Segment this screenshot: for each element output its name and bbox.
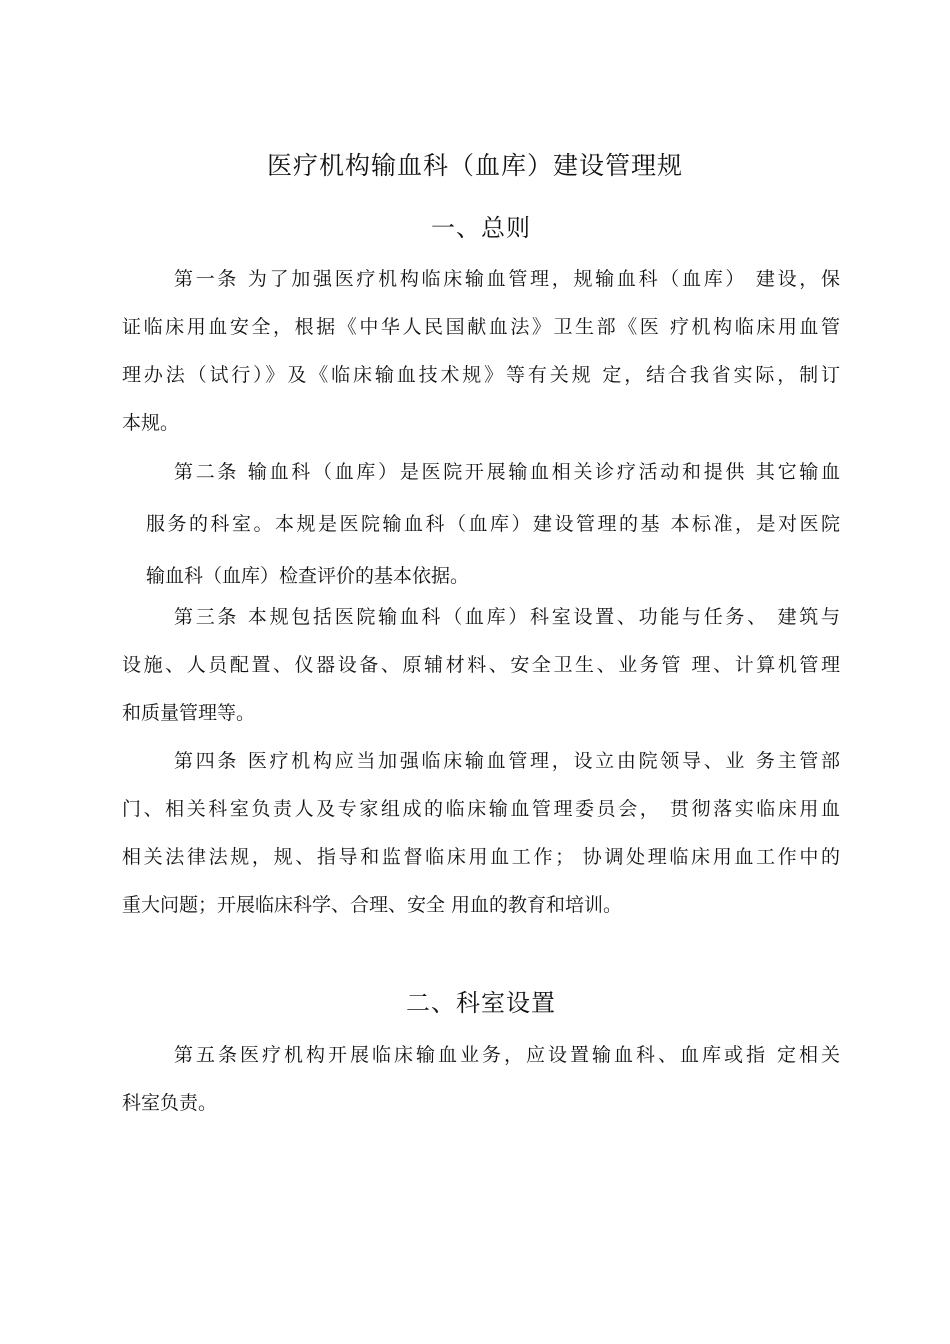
paragraph-line: 服务的科室。本规是医院输血科（血库）建设管理的基 本标准，是对医院 (146, 513, 840, 535)
paragraph-line: 输血科（血库）检查评价的基本依据。 (146, 565, 470, 587)
paragraph-line: 理办法（试行）》及《临床输血技术规》等有关规 定，结合我省实际，制订 (122, 364, 840, 386)
paragraph-line: 本规。 (122, 412, 180, 434)
document-title: 医疗机构输血科（血库）建设管理规 (266, 151, 683, 180)
article-2-paragraph (122, 448, 840, 604)
paragraph-line: 第一条 为了加强医疗机构临床输血管理，规输血科（血库） 建设，保 (174, 268, 840, 290)
section-heading: 一、总则 (431, 214, 531, 242)
paragraph-line: 第三条 本规包括医院输血科（血库）科室设置、功能与任务、 建筑与 (174, 606, 840, 628)
article-3-paragraph (122, 593, 840, 737)
paragraph-line: 证临床用血安全，根据《中华人民国献血法》卫生部《医 疗机构临床用血管 (122, 316, 840, 338)
paragraph-line: 第二条 输血科（血库）是医院开展输血相关诊疗活动和提供 其它输血 (174, 461, 840, 483)
section-heading: 二、科室设置 (406, 989, 556, 1017)
paragraph-line: 重大问题；开展临床科学、合理、安全 用血的教育和培训。 (122, 894, 623, 916)
article-1-paragraph (122, 255, 840, 447)
paragraph-line: 第五条医疗机构开展临床输血业务，应设置输血科、血库或指 定相关 (174, 1044, 840, 1066)
paragraph-line: 门、相关科室负责人及专家组成的临床输血管理委员会， 贯彻落实临床用血 (122, 798, 840, 820)
paragraph-line: 第四条 医疗机构应当加强临床输血管理，设立由院领导、业 务主管部 (174, 750, 840, 772)
article-4-paragraph (122, 737, 840, 929)
paragraph-line: 相关法律法规，规、指导和监督临床用血工作； 协调处理临床用血工作中的 (122, 846, 840, 868)
paragraph-line: 科室负责。 (122, 1092, 218, 1114)
article-5-paragraph (122, 1031, 840, 1127)
paragraph-line: 设施、人员配置、仪器设备、原辅材料、安全卫生、业务管 理、计算机管理 (122, 654, 840, 676)
paragraph-line: 和质量管理等。 (122, 702, 256, 724)
